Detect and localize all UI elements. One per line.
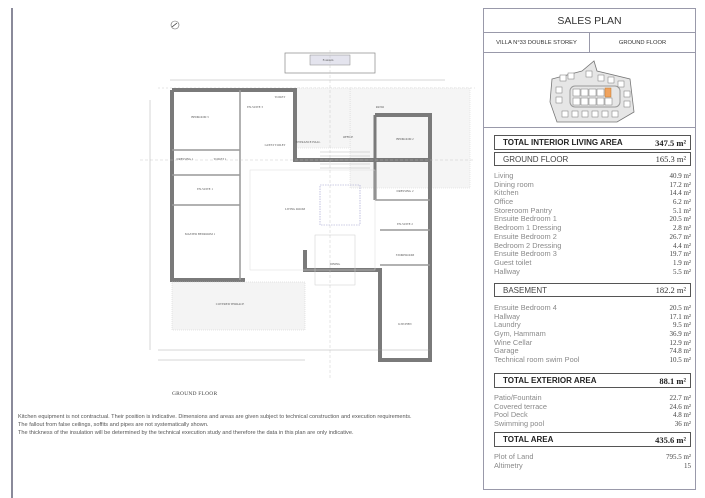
room-row: Kitchen 14.4 m² bbox=[494, 188, 691, 198]
svg-text:DINING: DINING bbox=[329, 262, 341, 266]
room-row: Patio/Fountain 22.7 m² bbox=[494, 393, 691, 402]
room-row: Guest toilet 1.9 m² bbox=[494, 257, 691, 267]
floor-label: GROUND FLOOR bbox=[618, 40, 667, 46]
room-row: Swimming pool 36 m² bbox=[494, 419, 691, 429]
svg-text:ENTRANCE HALL: ENTRANCE HALL bbox=[295, 140, 321, 144]
villa-label: VILLA N°33 DOUBLE STOREY bbox=[484, 33, 590, 52]
land-row: Altimetry 15 bbox=[494, 460, 691, 470]
disclaimer-line: The fallout from false ceilings, soffits and pipes are not systematically shown. bbox=[18, 422, 209, 428]
svg-text:TOILET: TOILET bbox=[274, 95, 286, 99]
ground-floor-value: 165.3 m² bbox=[655, 154, 686, 164]
villa-highlight bbox=[605, 88, 611, 97]
page-left-border bbox=[11, 8, 13, 498]
svg-text:LIVING ROOM: LIVING ROOM bbox=[284, 207, 306, 211]
exterior-value: 88.1 m² bbox=[659, 375, 686, 386]
total-interior-label: TOTAL INTERIOR LIVING AREA bbox=[503, 138, 623, 147]
svg-text:BEDROOM 3: BEDROOM 3 bbox=[191, 115, 209, 119]
svg-text:DRESSING 2: DRESSING 2 bbox=[396, 189, 414, 193]
svg-text:EN-SUITE 1: EN-SUITE 1 bbox=[197, 187, 213, 191]
svg-text:GUEST TOILET: GUEST TOILET bbox=[264, 143, 286, 147]
room-row: Hallway 17.1 m² bbox=[494, 311, 691, 321]
exterior-rooms bbox=[494, 394, 691, 429]
svg-text:MASTER BEDROOM 1: MASTER BEDROOM 1 bbox=[184, 232, 216, 236]
svg-text:PATIO: PATIO bbox=[375, 105, 385, 109]
basement-label: BASEMENT bbox=[503, 285, 548, 295]
plan-caption: GROUND FLOOR bbox=[172, 391, 218, 397]
ground-floor-box bbox=[494, 152, 691, 166]
room-row: Hallway 5.5 m² bbox=[494, 266, 691, 276]
room-row: Bedroom 2 Dressing 4.4 m² bbox=[494, 240, 691, 250]
svg-text:KITCHEN: KITCHEN bbox=[398, 322, 412, 326]
land-info bbox=[494, 453, 691, 470]
total-interior-box bbox=[494, 135, 691, 150]
floor-plan-drawing bbox=[130, 20, 480, 380]
floor-plan-svg bbox=[130, 20, 480, 380]
total-area-value: 435.6 m² bbox=[655, 434, 686, 445]
svg-text:COVERED TERRACE: COVERED TERRACE bbox=[215, 302, 245, 306]
basement-box bbox=[494, 283, 691, 297]
total-area-box bbox=[494, 432, 691, 447]
room-row: Garage 74.8 m² bbox=[494, 346, 691, 356]
panel-title: SALES PLAN bbox=[484, 8, 695, 33]
room-row: Gym, Hammam 36.9 m² bbox=[494, 329, 691, 339]
room-row: Living 40.9 m² bbox=[494, 171, 691, 180]
sales-info-panel bbox=[483, 8, 696, 490]
svg-text:STOREROOM: STOREROOM bbox=[395, 253, 415, 257]
room-row: Bedroom 1 Dressing 2.8 m² bbox=[494, 223, 691, 233]
disclaimer-line: The thickness of the insulation will be determined by the technical execution study and therefore the data in this plan are only indicative. bbox=[18, 430, 354, 436]
room-row: Office 6.2 m² bbox=[494, 197, 691, 207]
land-row: Plot of Land 795.5 m² bbox=[494, 452, 691, 461]
room-row: Ensuite Bedroom 4 20.5 m² bbox=[494, 303, 691, 312]
exterior-box bbox=[494, 373, 691, 388]
panel-subheader bbox=[484, 33, 695, 53]
room-row: Covered terrace 24.6 m² bbox=[494, 401, 691, 411]
room-row: Pool Deck 4.8 m² bbox=[494, 410, 691, 420]
room-row: Ensuite Bedroom 2 26.7 m² bbox=[494, 231, 691, 241]
svg-text:DRESSING 1: DRESSING 1 bbox=[176, 157, 194, 161]
svg-text:BEDROOM 2: BEDROOM 2 bbox=[396, 137, 414, 141]
total-area-label: TOTAL AREA bbox=[503, 435, 554, 444]
svg-text:EN-SUITE 2: EN-SUITE 2 bbox=[397, 222, 413, 226]
room-row: Dining room 17.2 m² bbox=[494, 179, 691, 189]
disclaimer bbox=[18, 413, 488, 437]
ground-floor-label: GROUND FLOOR bbox=[503, 154, 569, 164]
ground-floor-rooms bbox=[494, 172, 691, 276]
svg-text:EN-SUITE 3: EN-SUITE 3 bbox=[247, 105, 263, 109]
room-row: Ensuite Bedroom 1 20.5 m² bbox=[494, 214, 691, 224]
svg-text:OFFICE: OFFICE bbox=[342, 135, 354, 139]
disclaimer-line: Kitchen equipment is not contractual. Their position is indicative. Dimensions and areas are given subject to technical construction and execution requirements. bbox=[18, 414, 412, 420]
svg-text:TOILET 1: TOILET 1 bbox=[213, 157, 227, 161]
exterior-label: TOTAL EXTERIOR AREA bbox=[503, 376, 597, 385]
total-interior-value: 347.5 m² bbox=[655, 137, 686, 148]
room-row: Ensuite Bedroom 3 19.7 m² bbox=[494, 249, 691, 259]
room-row: Technical room swim Pool 10.5 m² bbox=[494, 355, 691, 365]
room-row: Laundry 9.5 m² bbox=[494, 320, 691, 330]
basement-value: 182.2 m² bbox=[655, 285, 686, 295]
room-row: Storeroom Pantry 5.1 m² bbox=[494, 205, 691, 215]
svg-text:Fountain: Fountain bbox=[322, 58, 334, 62]
site-map-icon bbox=[542, 57, 642, 125]
basement-rooms bbox=[494, 304, 691, 365]
site-minimap bbox=[484, 53, 695, 128]
room-row: Wine Cellar 12.9 m² bbox=[494, 337, 691, 347]
